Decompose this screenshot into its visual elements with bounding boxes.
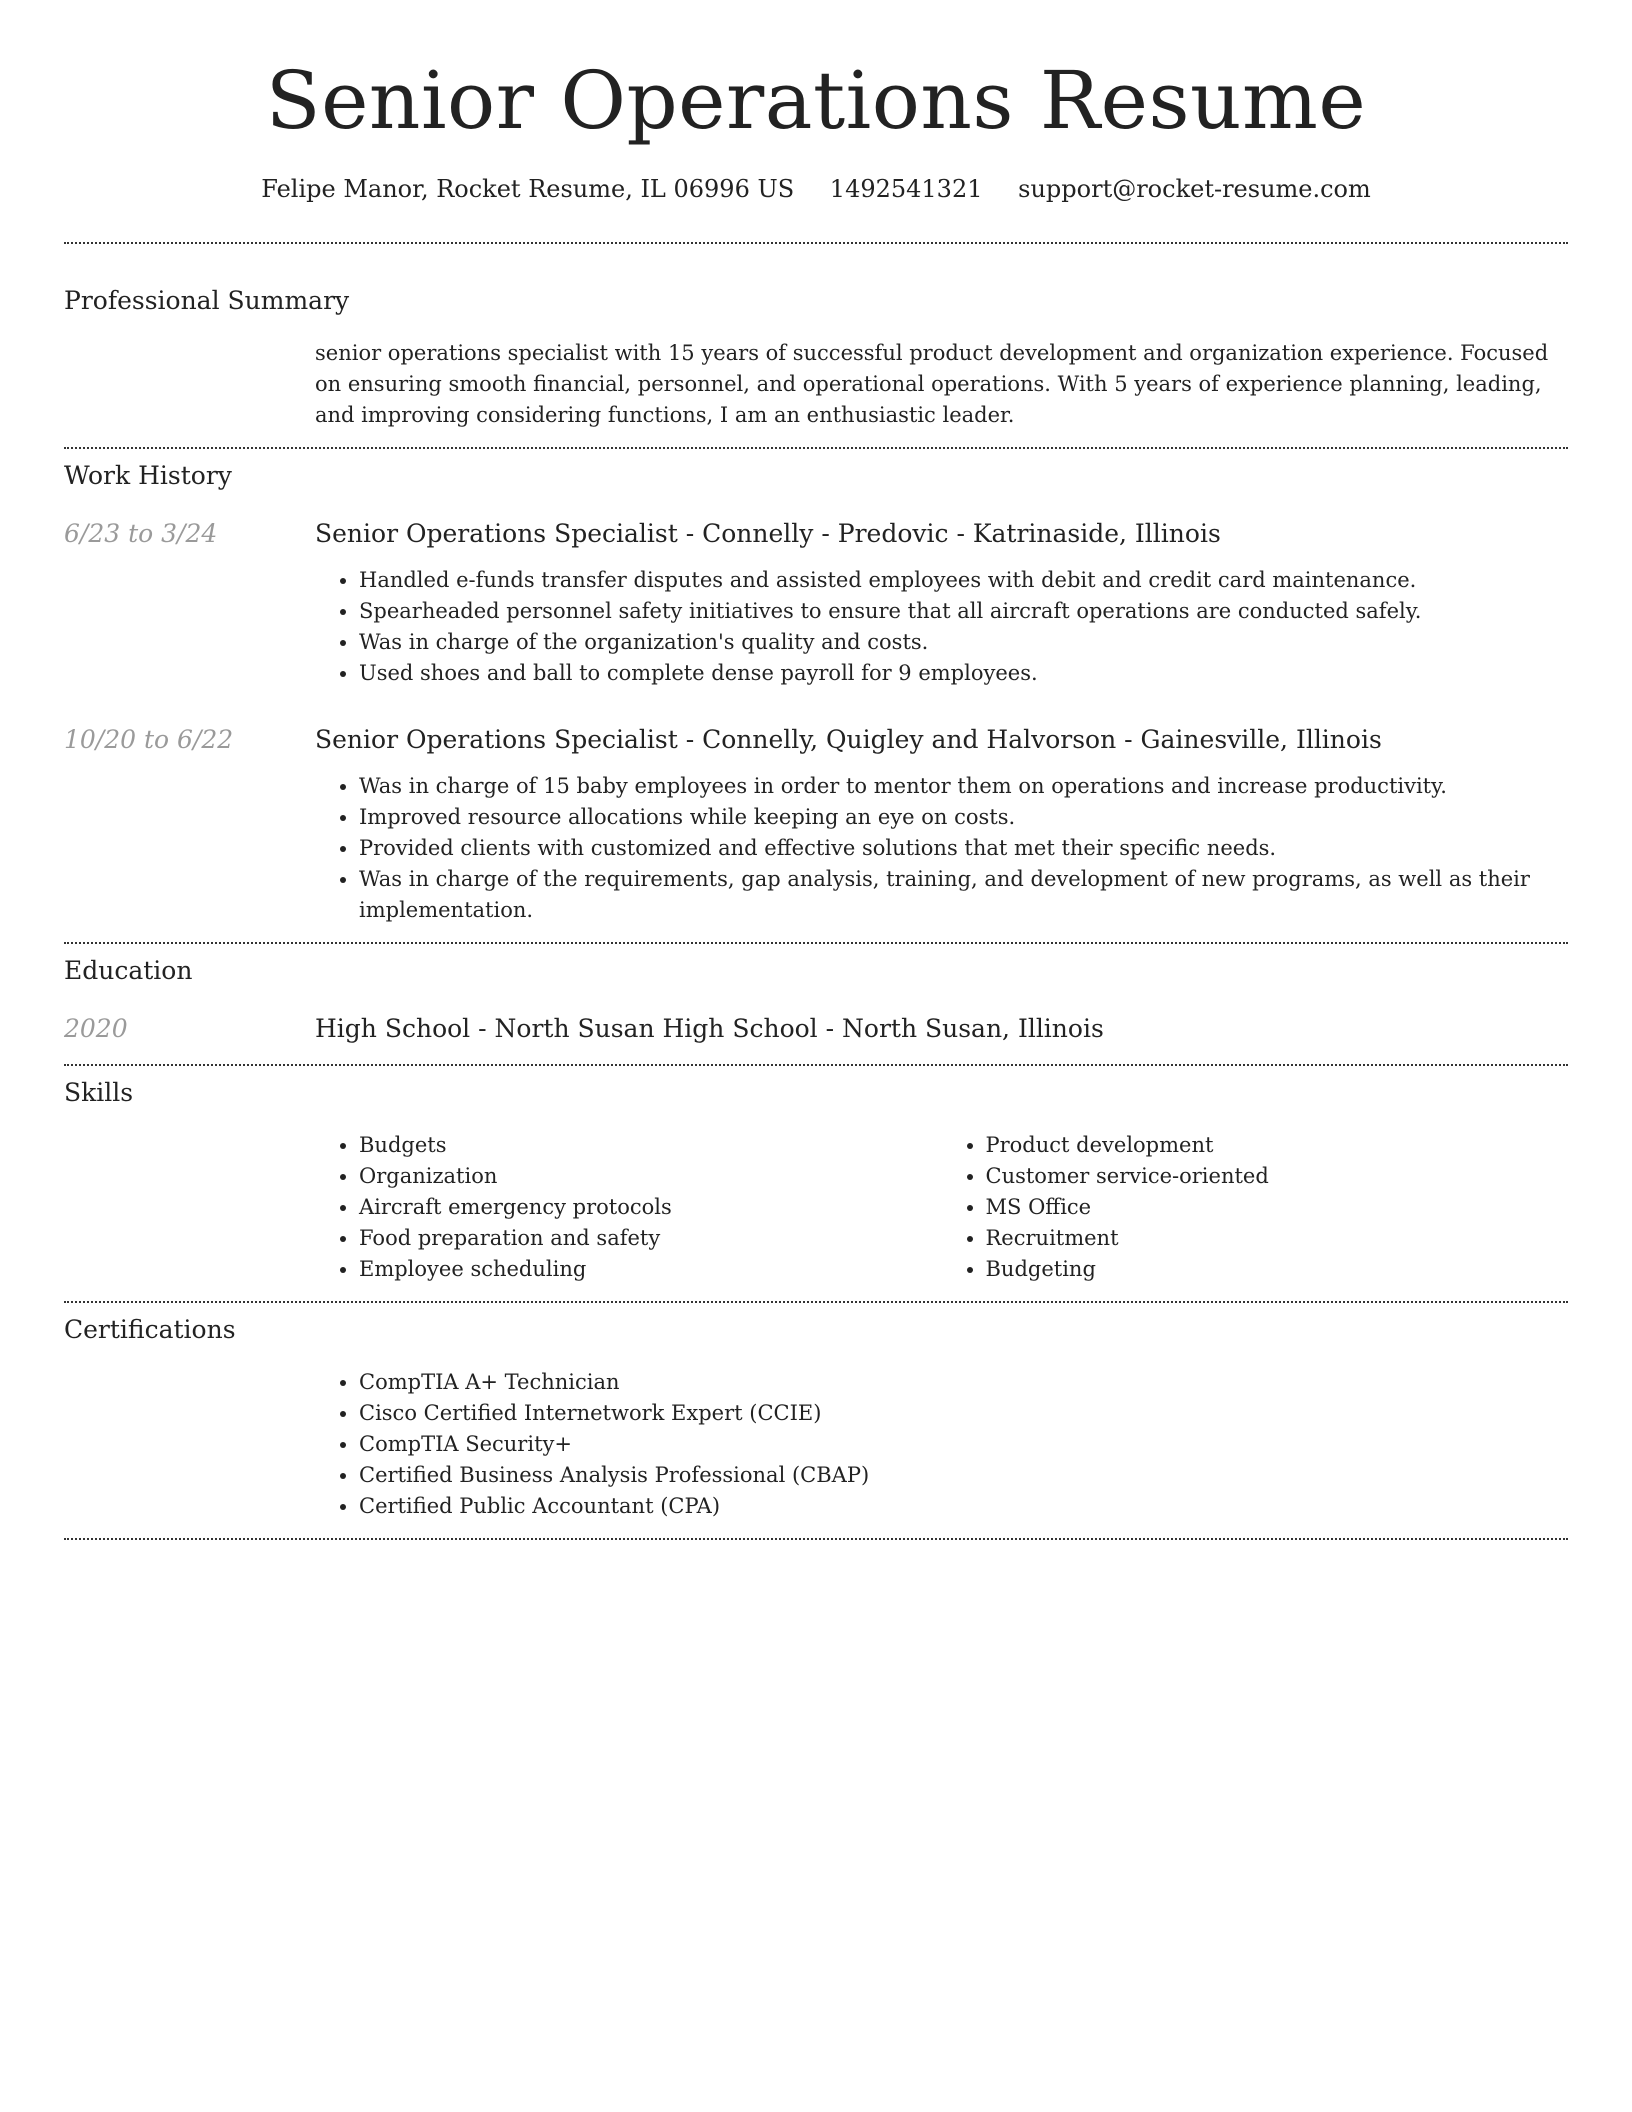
job-entry [64,517,1568,689]
skills-heading: Skills [64,1078,134,1107]
contact-email: support@rocket-resume.com [1018,175,1371,203]
contact-address: Felipe Manor, Rocket Resume, IL 06996 US [261,175,795,203]
work-history-section [64,449,1568,926]
list-item: • CompTIA A+ Technician [359,1367,1568,1398]
education-entry [64,1012,1568,1046]
contact-line [64,172,1568,206]
list-item: • Customer service-oriented [986,1161,1569,1192]
list-item: • Cisco Certified Internetwork Expert (CCIE) [359,1398,1568,1429]
job-title: Senior Operations Specialist - Connelly - Predovic - Katrinaside, Illinois [315,519,1221,548]
list-item: • Certified Business Analysis Professional (CBAP) [359,1460,1568,1491]
resume-header [64,0,1568,206]
list-item: • Used shoes and ball to complete dense payroll for 9 employees. [359,658,1568,689]
summary-section [64,244,1568,431]
job-entry [64,723,1568,926]
list-item: • Was in charge of 15 baby employees in order to mentor them on operations and increase productivity. [359,771,1568,802]
summary-text: senior operations specialist with 15 years of successful product development and organization experience. Focused on ensuring smooth financial, personnel, and operational operations. With 5 years of experience planning, leading, and improving considering functions, I am an enthusiastic leader. [315,341,1549,427]
list-item: • Was in charge of the requirements, gap analysis, training, and development of new programs, as well as their implementation. [359,864,1568,926]
education-heading: Education [64,956,193,985]
list-item: • Was in charge of the organization's quality and costs. [359,627,1568,658]
job-dates: 6/23 to 3/24 [64,519,218,548]
list-item: • Employee scheduling [359,1254,942,1285]
list-item: • Certified Public Accountant (CPA) [359,1491,1568,1522]
skills-column-2 [942,1130,1569,1285]
certifications-heading: Certifications [64,1315,236,1344]
work-history-heading: Work History [64,461,232,490]
resume-title: Senior Operations Resume [265,54,1367,147]
list-item: • Provided clients with customized and effective solutions that met their specific needs. [359,833,1568,864]
certifications-list [315,1367,1568,1522]
list-item: • Aircraft emergency protocols [359,1192,942,1223]
education-section [64,944,1568,1046]
list-item: • Food preparation and safety [359,1223,942,1254]
list-item: • Organization [359,1161,942,1192]
list-item: • Budgeting [986,1254,1569,1285]
resume-page [64,0,1568,1540]
skills-section [64,1066,1568,1285]
list-item: • Handled e-funds transfer disputes and assisted employees with debit and credit card maintenance. [359,565,1568,596]
education-year: 2020 [64,1014,128,1043]
skills-column-1 [315,1130,942,1285]
contact-phone: 1492541321 [829,175,983,203]
list-item: • Recruitment [986,1223,1569,1254]
summary-heading: Professional Summary [64,286,350,315]
list-item: • Improved resource allocations while keeping an eye on costs. [359,802,1568,833]
list-item: • Product development [986,1130,1569,1161]
certifications-section [64,1303,1568,1522]
job-title: Senior Operations Specialist - Connelly, Quigley and Halvorson - Gainesville, Illinois [315,725,1382,754]
job-bullets [315,565,1568,689]
certifications-divider [64,1538,1568,1540]
list-item: • MS Office [986,1192,1569,1223]
education-degree: High School - North Susan High School - North Susan, Illinois [315,1014,1104,1043]
job-bullets [315,771,1568,926]
skills-grid [315,1130,1568,1285]
job-dates: 10/20 to 6/22 [64,725,234,754]
list-item: • Spearheaded personnel safety initiatives to ensure that all aircraft operations are conducted safely. [359,596,1568,627]
list-item: • CompTIA Security+ [359,1429,1568,1460]
list-item: • Budgets [359,1130,942,1161]
